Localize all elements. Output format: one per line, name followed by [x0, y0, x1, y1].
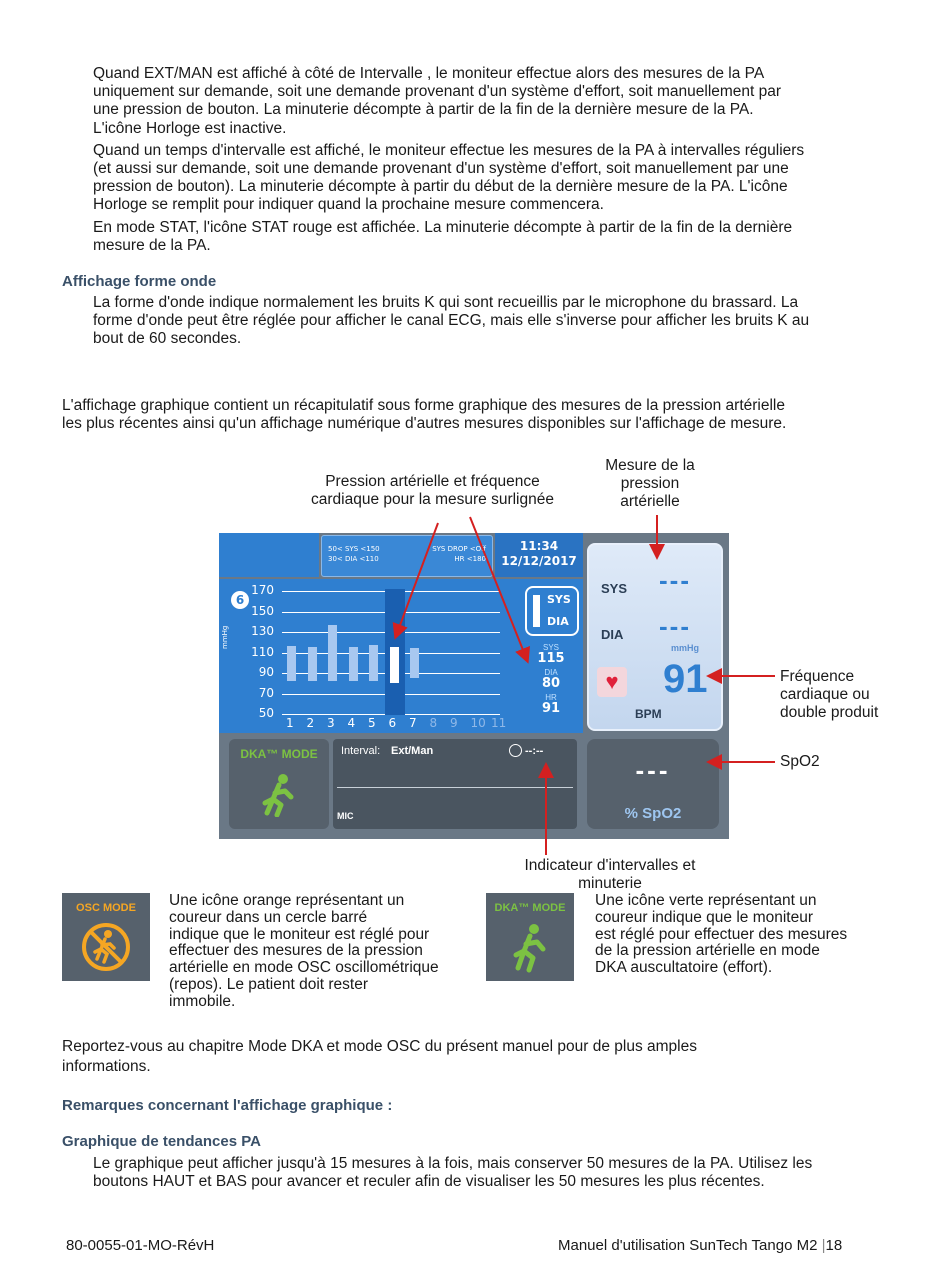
right-sys-label: SYS — [601, 581, 628, 596]
x-tick-label: 6 — [388, 716, 397, 730]
hr-value: 91 — [541, 701, 561, 716]
sys-label: SYS — [542, 643, 559, 652]
dka-mode-icon — [486, 893, 574, 981]
waveform-text: La forme d'onde indique normalement les bruits K qui sont recueillis par le microphone du brassard. La forme d'onde peut être réglée pour afficher le canal ECG, mais elle s'inverse pour afficher les bruits K au bout de 60 secondes. — [93, 294, 810, 348]
y-unit-label: mmHg — [221, 625, 229, 649]
mode-label: DKA™ MODE — [240, 747, 318, 761]
osc-mode-label: OSC MODE — [76, 902, 136, 914]
x-tick-label: 5 — [368, 716, 376, 730]
x-tick-label: 7 — [409, 716, 417, 730]
footer-title: Manuel d'utilisation SunTech Tango M2 |18 — [558, 1237, 843, 1254]
osc-mode-icon — [62, 893, 150, 981]
osc-description: Une icône orange représentant un coureur dans un cercle barré indique que le moniteur est réglé pour effectuer des mesures de la pression artérielle en mode OSC oscillométrique (repos). Le patient doit rester immobile. — [169, 892, 439, 1010]
x-tick-label: 10 — [470, 716, 486, 730]
bpm-label: BPM — [635, 707, 662, 721]
x-tick-label: 8 — [429, 716, 438, 730]
heart-icon: ♥ — [597, 667, 627, 697]
interval-timer: --:-- — [525, 745, 544, 757]
interval-value: Ext/Man — [391, 745, 434, 757]
x-tick-label: 9 — [450, 716, 458, 730]
clock-time: 11:34 — [519, 539, 559, 553]
y-tick-label: 50 — [258, 706, 274, 720]
y-tick-label: 110 — [251, 644, 274, 659]
x-tick-label: 3 — [327, 716, 335, 730]
dka-description: Une icône verte représentant un coureur indique que le moniteur est réglé pour effectuer des mesures de la pression artérielle en mode DKA auscultatoire (effort). — [595, 892, 848, 977]
arrow-to-bar — [396, 523, 438, 636]
trend-heading: Graphique de tendances PA — [62, 1133, 261, 1150]
measurement-count-badge: 6 — [231, 591, 249, 609]
limits-dia: 30< DIA <110 — [328, 555, 379, 563]
page-number: 18 — [825, 1237, 843, 1254]
right-hr-value: 91 — [663, 657, 708, 701]
x-tick-label: 4 — [347, 716, 356, 730]
right-dia-label: DIA — [601, 627, 624, 642]
x-tick-label: 11 — [491, 716, 507, 730]
spo2-value: --- — [635, 755, 671, 785]
legend-sys: SYS — [547, 593, 571, 606]
callout-hr: Fréquence cardiaque ou double produit — [780, 668, 879, 721]
trend-text: Le graphique peut afficher jusqu'à 15 mesures à la fois, mais conserver 50 mesures de la PA. Utilisez les boutons HAUT et BAS pour avancer et reculer afin de visualiser les 50 mesures les plus récentes. — [93, 1155, 813, 1191]
sys-value: 115 — [537, 651, 565, 666]
x-tick-label: 2 — [306, 716, 315, 730]
waveform-heading: Affichage forme onde — [62, 273, 217, 290]
callout-pressure-hr: Pression artérielle et fréquence cardiaque pour la mesure surlignée — [311, 473, 554, 508]
y-tick-label: 90 — [258, 665, 274, 679]
hr-label: HR — [545, 693, 557, 702]
callout-interval: Indicateur d'intervalles et minuterie — [524, 857, 696, 892]
paragraph-interval: Quand un temps d'intervalle est affiché, le moniteur effectue les mesures de la PA à intervalles réguliers (et aussi sur demande, soit une demande provenant d'un système d'effort, soit manuellement par une pression de bouton). La minuterie décompte à partir du début de la dernière mesure de la PA. L'icône Horloge se remplit pour indiquer quand la prochaine mesure commencera. — [93, 141, 805, 214]
osc-runner-icon — [80, 921, 132, 973]
limits-sys-drop: SYS DROP <Off — [432, 545, 486, 553]
graphic-intro: L'affichage graphique contient un récapitulatif sous forme graphique des mesures de la pression artérielle les plus récentes ainsi qu'un affichage numérique d'autres mesures disponibles sur l'affichage de mesure. — [62, 397, 787, 433]
dka-mode-label: DKA™ MODE — [494, 902, 566, 914]
refer-text: Reportez-vous au chapitre Mode DKA et mode OSC du présent manuel pour de plus amples informations. — [62, 1038, 697, 1075]
y-tick-label: 170 — [251, 583, 274, 597]
y-tick-label: 150 — [251, 603, 274, 618]
spo2-label: % SpO2 — [624, 805, 682, 822]
clock-date: 12/12/2017 — [501, 554, 577, 568]
paragraph-stat: En mode STAT, l'icône STAT rouge est affichée. La minuterie décompte à partir de la fin de la dernière mesure de la PA. — [93, 218, 793, 254]
callout-spo2: SpO2 — [780, 753, 820, 770]
mic-label: MIC — [337, 811, 354, 821]
right-unit: mmHg — [671, 643, 700, 653]
limits-hr: HR <180 — [454, 555, 486, 563]
x-tick-label: 1 — [286, 716, 294, 730]
right-dia-value: --- — [659, 611, 691, 641]
arrow-to-values — [470, 517, 527, 660]
dka-runner-icon — [510, 923, 550, 973]
y-tick-label: 70 — [258, 685, 274, 700]
interval-label: Interval: — [341, 745, 381, 757]
legend-dia: DIA — [547, 615, 569, 628]
notes-heading: Remarques concernant l'affichage graphique : — [62, 1097, 393, 1114]
limits-sys: 50< SYS <150 — [328, 545, 380, 553]
callout-bp-measure: Mesure de la pression artérielle — [605, 457, 695, 510]
dia-value: 80 — [541, 676, 561, 691]
right-sys-value: --- — [659, 565, 691, 595]
paragraph-ext-man: Quand EXT/MAN est affiché à côté de Intervalle , le moniteur effectue alors des mesures de la PA uniquement sur demande, soit une demande provenant d'un système d'effort, soit manuellement par une pression de bouton. La minuterie décompte à partir de la fin de la dernière mesure de la PA. L'icône Horloge est inactive. — [93, 65, 782, 137]
dia-label: DIA — [544, 668, 558, 677]
footer-doc-id: 80-0055-01-MO-RévH — [66, 1237, 215, 1254]
y-tick-label: 130 — [251, 624, 274, 638]
